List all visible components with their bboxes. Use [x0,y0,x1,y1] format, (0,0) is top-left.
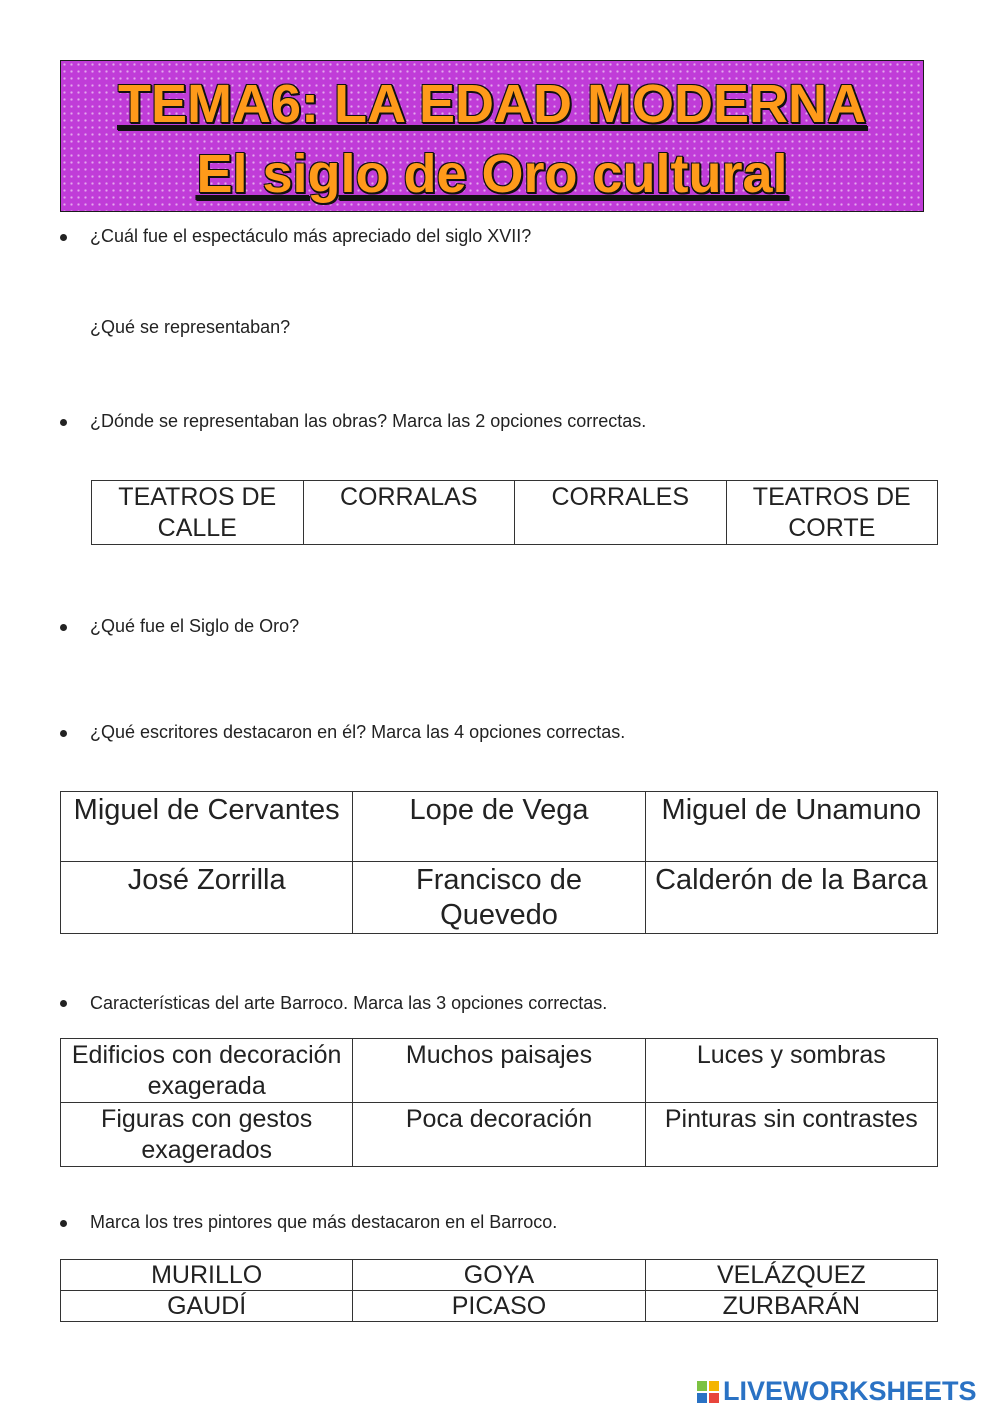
bullet-icon [60,1000,67,1007]
question-3: ¿Qué fue el Siglo de Oro? [90,616,300,636]
bullet-icon [60,234,67,241]
bullet-icon [60,624,67,631]
question-5: Características del arte Barroco. Marca las 3 opciones correctas. [90,993,608,1013]
bullet-icon [60,730,67,737]
option-cell[interactable]: ZURBARÁN [645,1291,937,1322]
option-cell[interactable]: MURILLO [61,1260,353,1291]
option-cell[interactable]: TEATROS DE CORTE [726,481,938,545]
title-banner [60,60,924,212]
option-cell[interactable]: Pinturas sin contrastes [645,1103,937,1167]
option-cell[interactable]: Miguel de Cervantes [61,792,353,862]
question-1b: ¿Qué se representaban? [90,317,291,337]
option-cell[interactable]: Muchos paisajes [353,1039,645,1103]
option-cell[interactable]: GAUDÍ [61,1291,353,1322]
places-options-table [91,480,938,545]
option-cell[interactable]: TEATROS DE CALLE [92,481,304,545]
option-cell[interactable]: Calderón de la Barca [645,862,937,934]
option-cell[interactable]: Luces y sombras [645,1039,937,1103]
baroque-options-table [60,1038,938,1167]
bullet-icon [60,419,67,426]
question-1: ¿Cuál fue el espectáculo más apreciado del siglo XVII? [90,226,532,246]
question-4: ¿Qué escritores destacaron en él? Marca las 4 opciones correctas. [90,722,626,742]
option-cell[interactable]: VELÁZQUEZ [645,1260,937,1291]
brand-name: LIVEWORKSHEETS [723,1376,977,1406]
question-6: Marca los tres pintores que más destacaron en el Barroco. [90,1212,558,1232]
option-cell[interactable]: Miguel de Unamuno [645,792,937,862]
option-cell[interactable]: GOYA [353,1260,645,1291]
option-cell[interactable]: PICASO [353,1291,645,1322]
option-cell[interactable]: Francisco de Quevedo [353,862,645,934]
writers-options-table [60,791,938,934]
liveworksheets-logo-icon [697,1381,719,1403]
brand-logo [697,1376,977,1407]
option-cell[interactable]: CORRALES [515,481,727,545]
page-subtitle: El siglo de Oro cultural [196,144,788,204]
painters-options-table [60,1259,938,1322]
option-cell[interactable]: Lope de Vega [353,792,645,862]
page-title: TEMA6: LA EDAD MODERNA [118,74,866,134]
option-cell[interactable]: Poca decoración [353,1103,645,1167]
option-cell[interactable]: Edificios con decoración exagerada [61,1039,353,1103]
question-2: ¿Dónde se representaban las obras? Marca las 2 opciones correctas. [90,411,647,431]
option-cell[interactable]: CORRALAS [303,481,515,545]
bullet-icon [60,1220,67,1227]
option-cell[interactable]: Figuras con gestos exagerados [61,1103,353,1167]
option-cell[interactable]: José Zorrilla [61,862,353,934]
